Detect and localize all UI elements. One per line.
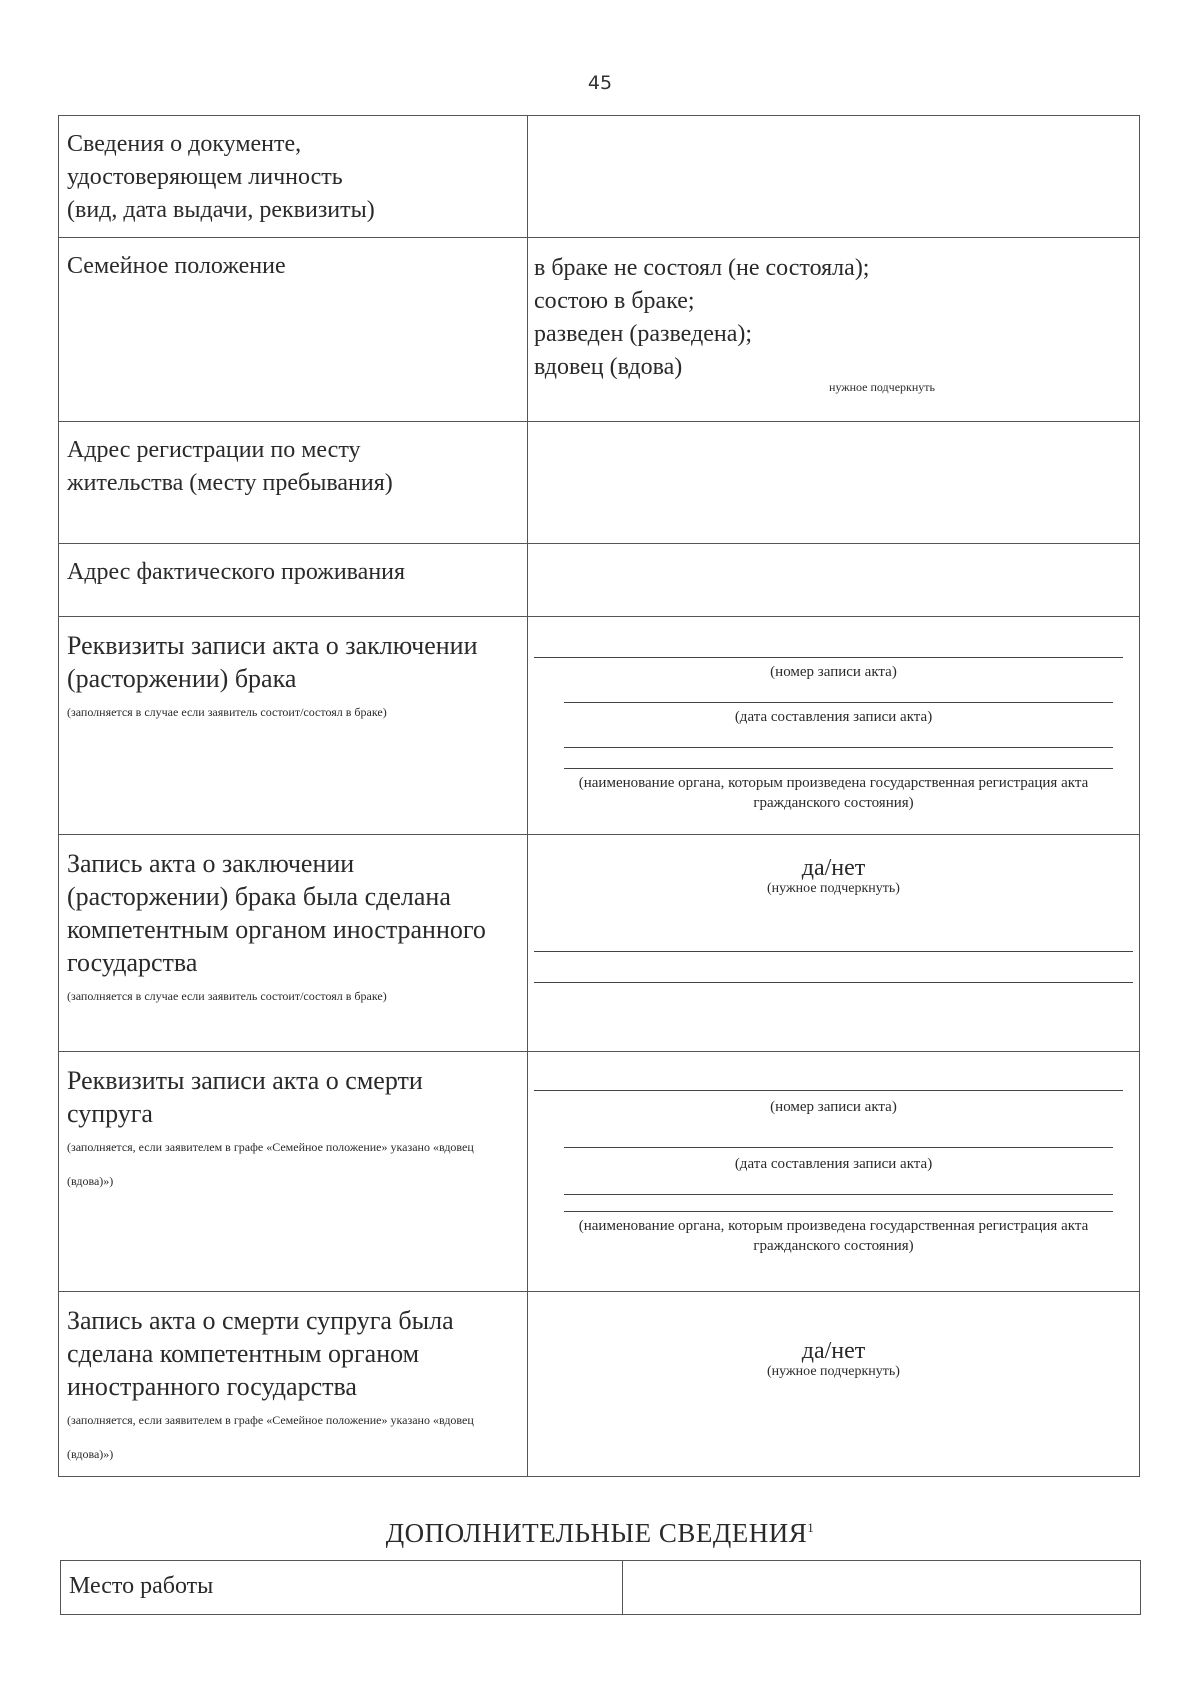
death-foreign-answer-cell [528, 1292, 1140, 1477]
marriage-record-label: Реквизиты записи акта о заключении (расторжении) брака [67, 631, 478, 693]
row-marriage-record [59, 617, 1140, 835]
footnote-mark: 1 [807, 1520, 815, 1535]
label-cell [59, 1292, 528, 1477]
registration-address-field[interactable] [528, 422, 1140, 544]
death-foreign-note: (заполняется, если заявителем в графе «Семейное положение» указано «вдовец (вдова)») [67, 1413, 474, 1461]
death-foreign-answer-note: (нужное подчеркнуть) [767, 1364, 900, 1379]
family-option-widowed[interactable]: вдовец (вдова) [534, 354, 683, 380]
label-cell [59, 835, 528, 1052]
registration-address-label: Адрес регистрации по месту жительства (месту пребывания) [67, 437, 393, 496]
row-actual-address [59, 544, 1140, 617]
marriage-record-date-line[interactable] [564, 702, 1113, 703]
row-death-record [59, 1052, 1140, 1292]
row-registration-address [59, 422, 1140, 544]
label-cell [59, 617, 528, 835]
family-status-label: Семейное положение [67, 253, 286, 279]
death-record-fields [528, 1052, 1140, 1292]
family-option-married[interactable]: состою в браке; [534, 288, 695, 314]
label-cell [59, 1052, 528, 1292]
identity-document-field[interactable] [528, 116, 1140, 238]
marriage-record-date-caption: (дата составления записи акта) [734, 709, 933, 725]
label-cell [59, 544, 528, 617]
additional-info-table [60, 1560, 1141, 1615]
death-record-note: (заполняется, если заявителем в графе «Семейное положение» указано «вдовец (вдова)») [67, 1140, 474, 1188]
marriage-foreign-label: Запись акта о заключении (расторжении) брака была сделана компетентным органом иностранного государства [67, 849, 486, 977]
page-number: 45 [587, 72, 613, 94]
marriage-record-number-caption: (номер записи акта) [770, 664, 897, 680]
workplace-label: Место работы [69, 1573, 214, 1599]
death-foreign-answer[interactable]: да/нет [801, 1338, 866, 1364]
death-record-date-line[interactable] [564, 1147, 1113, 1148]
identity-document-label: Сведения о документе, удостоверяющем личность (вид, дата выдачи, реквизиты) [67, 131, 375, 223]
actual-address-field[interactable] [528, 544, 1140, 617]
label-cell [59, 422, 528, 544]
death-record-number-caption: (номер записи акта) [770, 1099, 897, 1115]
death-record-authority-line-1[interactable] [564, 1194, 1113, 1195]
marriage-foreign-line-1[interactable] [534, 951, 1133, 952]
death-record-date-caption: (дата составления записи акта) [734, 1156, 933, 1172]
death-record-authority-line-2[interactable] [564, 1211, 1113, 1212]
applicant-details-table [58, 115, 1140, 1477]
row-identity-document [59, 116, 1140, 238]
family-option-single[interactable]: в браке не состоял (не состояла); [534, 255, 870, 281]
label-cell [59, 238, 528, 422]
additional-info-title [0, 1518, 1200, 1549]
label-cell [61, 1561, 623, 1615]
actual-address-label: Адрес фактического проживания [67, 559, 406, 585]
row-workplace [61, 1561, 1141, 1615]
family-status-options-cell [528, 238, 1140, 422]
workplace-field[interactable] [623, 1561, 1141, 1615]
marriage-record-authority-line-1[interactable] [564, 747, 1113, 748]
family-option-divorced[interactable]: разведен (разведена); [534, 321, 753, 347]
family-status-note: нужное подчеркнуть [829, 380, 935, 394]
marriage-record-number-line[interactable] [534, 657, 1123, 658]
row-death-foreign [59, 1292, 1140, 1477]
death-foreign-label: Запись акта о смерти супруга была сделана компетентным органом иностранного государства [67, 1306, 454, 1401]
marriage-record-authority-line-2[interactable] [564, 768, 1113, 769]
death-record-number-line[interactable] [534, 1090, 1123, 1091]
marriage-record-authority-caption: (наименование органа, которым произведена государственная регистрация акта гражданского состояния) [578, 775, 1089, 811]
marriage-foreign-answer-cell [528, 835, 1140, 1052]
label-cell [59, 116, 528, 238]
row-marriage-foreign [59, 835, 1140, 1052]
marriage-record-fields [528, 617, 1140, 835]
marriage-foreign-line-2[interactable] [534, 982, 1133, 983]
marriage-foreign-note: (заполняется в случае если заявитель состоит/состоял в браке) [67, 989, 387, 1003]
marriage-foreign-answer[interactable]: да/нет [801, 855, 866, 881]
marriage-record-note: (заполняется в случае если заявитель состоит/состоял в браке) [67, 705, 387, 719]
death-record-authority-caption: (наименование органа, которым произведена государственная регистрация акта гражданского состояния) [578, 1218, 1089, 1254]
additional-info-title-text: ДОПОЛНИТЕЛЬНЫЕ СВЕДЕНИЯ [385, 1518, 808, 1548]
death-record-label: Реквизиты записи акта о смерти супруга [67, 1066, 423, 1128]
row-family-status [59, 238, 1140, 422]
marriage-foreign-answer-note: (нужное подчеркнуть) [767, 881, 900, 896]
